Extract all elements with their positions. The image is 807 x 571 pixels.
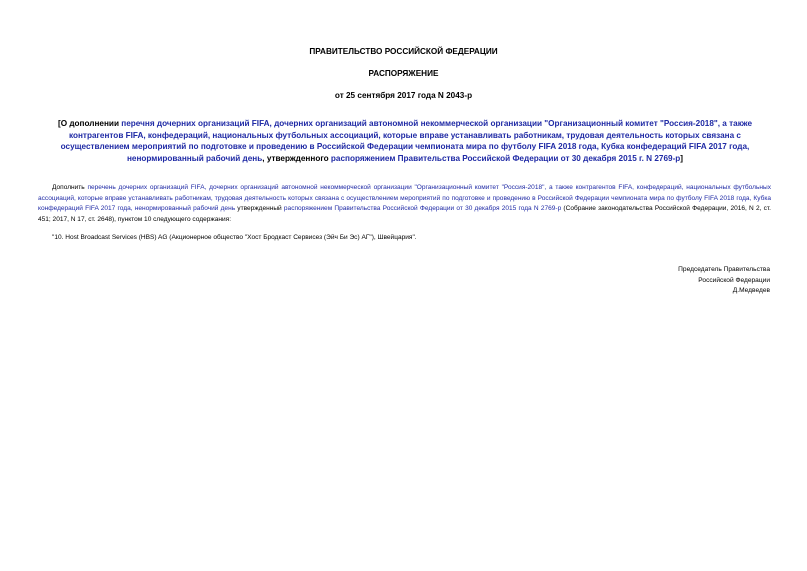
body-lead: Дополнить (52, 184, 88, 191)
government-heading: ПРАВИТЕЛЬСТВО РОССИЙСКОЙ ФЕДЕРАЦИИ (309, 47, 498, 56)
body-decree-link[interactable]: распоряжением Правительства Российской Федерации от 30 декабря 2015 года N 2769-р (283, 205, 562, 213)
title-open-bracket: [ (57, 119, 61, 128)
title-list-link[interactable]: перечня дочерних организаций FIFA, дочерних организаций автономной некоммерческой организации "Организационный комитет "Россия-2018", а также контрагентов FIFA, конфедераций, национальных футбольных ассоциаций, которые вправе устанавливать работникам, трудовая деятельность которых связана с осуществлением мероприятий по подготовке и проведению в Российской Федерации чемпионата мира по футболу FIFA 2018 года, Кубка конфедераций FIFA 2017 года, ненормированный рабочий день (60, 119, 753, 163)
title-close-bracket: ] (680, 153, 684, 163)
title-middle: , утвержденного (262, 153, 331, 163)
body-paragraph (38, 183, 771, 225)
title-prefix: О дополнении (60, 119, 122, 128)
title-decree-link[interactable]: распоряжением Правительства Российской Федерации от 30 декабря 2015 г. N 2769-р (330, 153, 681, 163)
body-list-link[interactable]: перечень дочерних организаций FIFA, дочерних организаций автономной некоммерческой организации "Организационный комитет "Россия-2018", а также контрагентов FIFA, конфедераций, национальных футбольных ассоциаций, которые вправе устанавливать работникам, трудовая деятельность которых связана с осуществлением мероприятий по подготовке и проведению в Российской Федерации чемпионата мира по футболу FIFA 2018 года, Кубка конфедераций FIFA 2017 года, ненормированный рабочий день (38, 184, 772, 213)
signature-position-line2: Российской Федерации (698, 276, 770, 284)
document-type-heading: РАСПОРЯЖЕНИЕ (368, 69, 439, 78)
body-tail: (Собрание законодательства Российской Федерации, 2016, N 2, ст. 451; 2017, N 17, ст. 2648), пунктом 10 следующего содержания: (38, 205, 771, 223)
body-middle: утвержденный (235, 205, 284, 213)
signature-block (678, 265, 770, 297)
list-item-10: "10. Host Broadcast Services (HBS) AG (Акционерное общество "Хост Бродкаст Сервисез (Эйч Би Эс) АГ"), Швейцария". (52, 234, 417, 241)
document-title (38, 118, 772, 164)
document-date-heading: от 25 сентября 2017 года N 2043-р (334, 91, 473, 100)
signature-position-line1: Председатель Правительства (678, 266, 770, 273)
signature-name: Д.Медведев (732, 287, 770, 295)
